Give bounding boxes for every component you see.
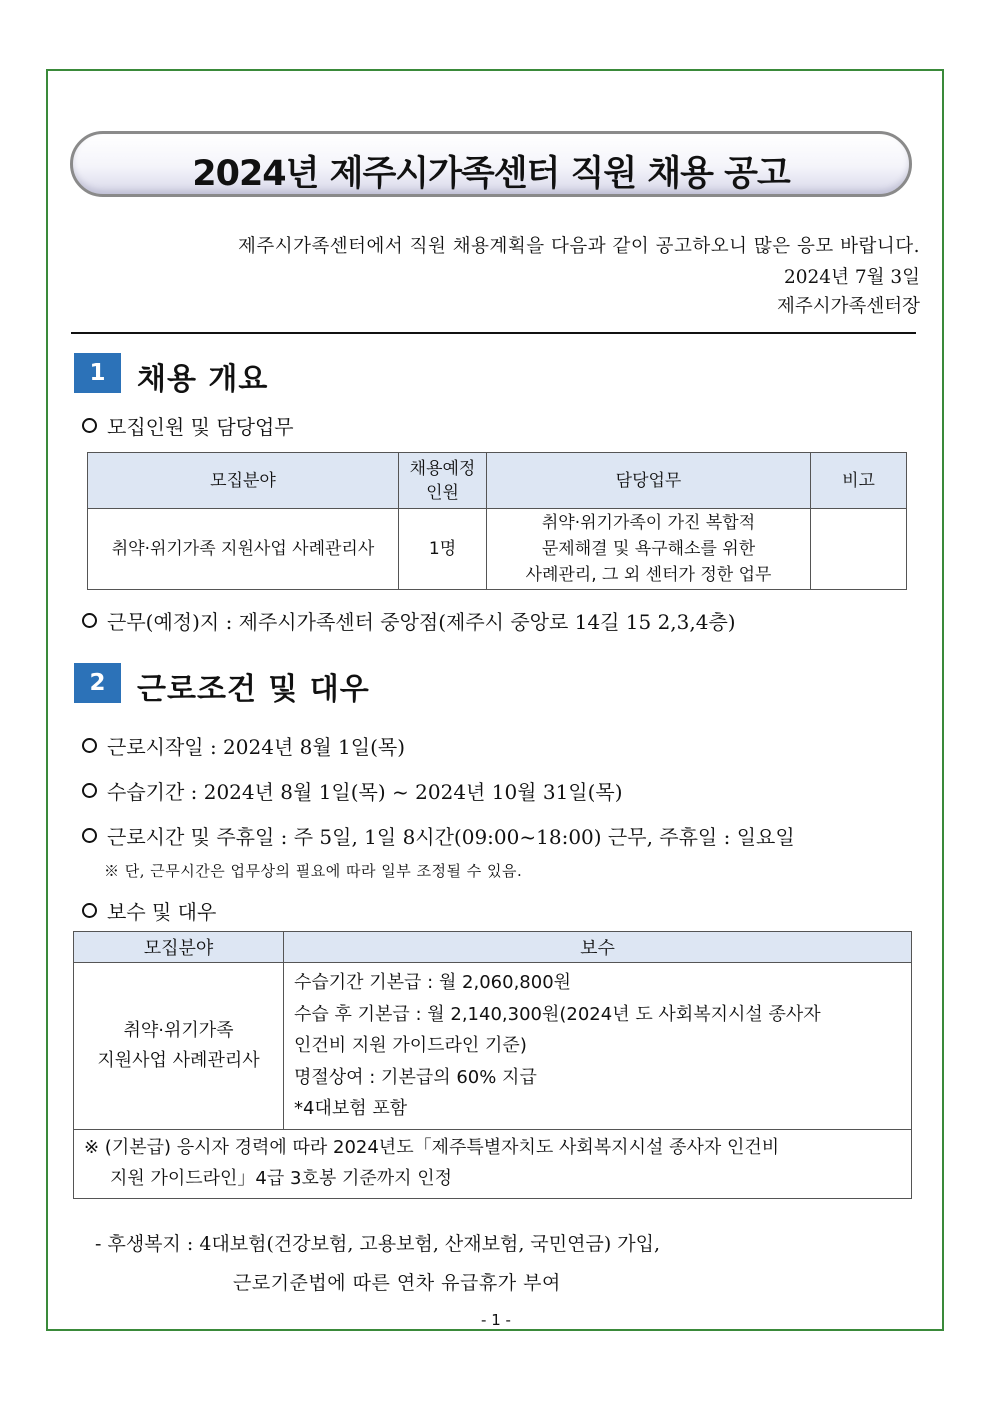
section-2-title: 근로조건 및 대우 [137, 672, 370, 707]
bullet-pay: 보수 및 대우 [82, 896, 216, 925]
section-1-title: 채용 개요 [137, 362, 269, 397]
header-note: 비고 [811, 453, 907, 509]
cell-field: 취약·위기가족 지원사업 사례관리사 [88, 509, 399, 590]
pay-cell-details: 수습기간 기본급 : 월 2,060,800원 수습 후 기본급 : 월 2,140,300원(2024년 도 사회복지시설 종사자 인건비 지원 가이드라인 기준) 명절상여 : 기본급의 60% 지급 *4대보험 포함 [284, 963, 912, 1130]
section-2-number: 2 [74, 663, 121, 703]
recruit-table [87, 452, 907, 590]
page-title: 2024년 제주시가족센터 직원 채용 공고 [192, 154, 790, 194]
divider [71, 332, 916, 334]
bullet-circle-icon [82, 738, 97, 753]
bullet-circle-icon [82, 903, 97, 918]
pay-table [73, 931, 912, 1199]
bullet-probation: 수습기간 : 2024년 8월 1일(목) ~ 2024년 10월 31일(목) [82, 776, 623, 805]
title-banner [70, 131, 912, 197]
section-1-number: 1 [74, 353, 121, 393]
pay-header-field: 모집분야 [74, 932, 284, 963]
header-field: 모집분야 [88, 453, 399, 509]
pay-cell-field: 취약·위기가족 지원사업 사례관리사 [74, 963, 284, 1130]
bullet-circle-icon [82, 418, 97, 433]
cell-count: 1명 [399, 509, 487, 590]
bullet-start-date: 근로시작일 : 2024년 8월 1일(목) [82, 731, 405, 760]
bullet-recruit: 모집인원 및 담당업무 [82, 411, 294, 440]
welfare-line-2: 근로기준법에 따른 연차 유급휴가 부여 [233, 1272, 561, 1294]
welfare-line-1: - 후생복지 : 4대보험(건강보험, 고용보험, 산재보험, 국민연금) 가입, [95, 1233, 661, 1255]
table-row [88, 509, 907, 590]
header-count: 채용예정 인원 [399, 453, 487, 509]
bullet-work-hours: 근로시간 및 주휴일 : 주 5일, 1일 8시간(09:00~18:00) 근무, 주휴일 : 일요일 [82, 821, 795, 850]
pay-header-pay: 보수 [284, 932, 912, 963]
pay-table-note: ※ (기본급) 응시자 경력에 따라 2024년도「제주특별자치도 사회복지시설 종사자 인건비 지원 가이드라인」4급 3호봉 기준까지 인정 [74, 1129, 912, 1198]
cell-duties: 취약·위기가족이 가진 복합적 문제해결 및 욕구해소를 위한 사례관리, 그 외 센터가 정한 업무 [487, 509, 811, 590]
page-number: - 1 - [481, 1311, 511, 1329]
bullet-circle-icon [82, 828, 97, 843]
issuer: 제주시가족센터장 [777, 296, 920, 317]
table-row [74, 963, 912, 1130]
bullet-circle-icon [82, 613, 97, 628]
header-duties: 담당업무 [487, 453, 811, 509]
bullet-circle-icon [82, 783, 97, 798]
bullet-location: 근무(예정)지 : 제주시가족센터 중앙점(제주시 중앙로 14길 15 2,3,4층) [82, 606, 736, 635]
announcement-date: 2024년 7월 3일 [784, 267, 920, 288]
cell-note [811, 509, 907, 590]
intro-text: 제주시가족센터에서 직원 채용계획을 다음과 같이 공고하오니 많은 응모 바랍니다. [237, 236, 920, 257]
work-hours-note: ※ 단, 근무시간은 업무상의 필요에 따라 일부 조정될 수 있음. [104, 862, 523, 880]
